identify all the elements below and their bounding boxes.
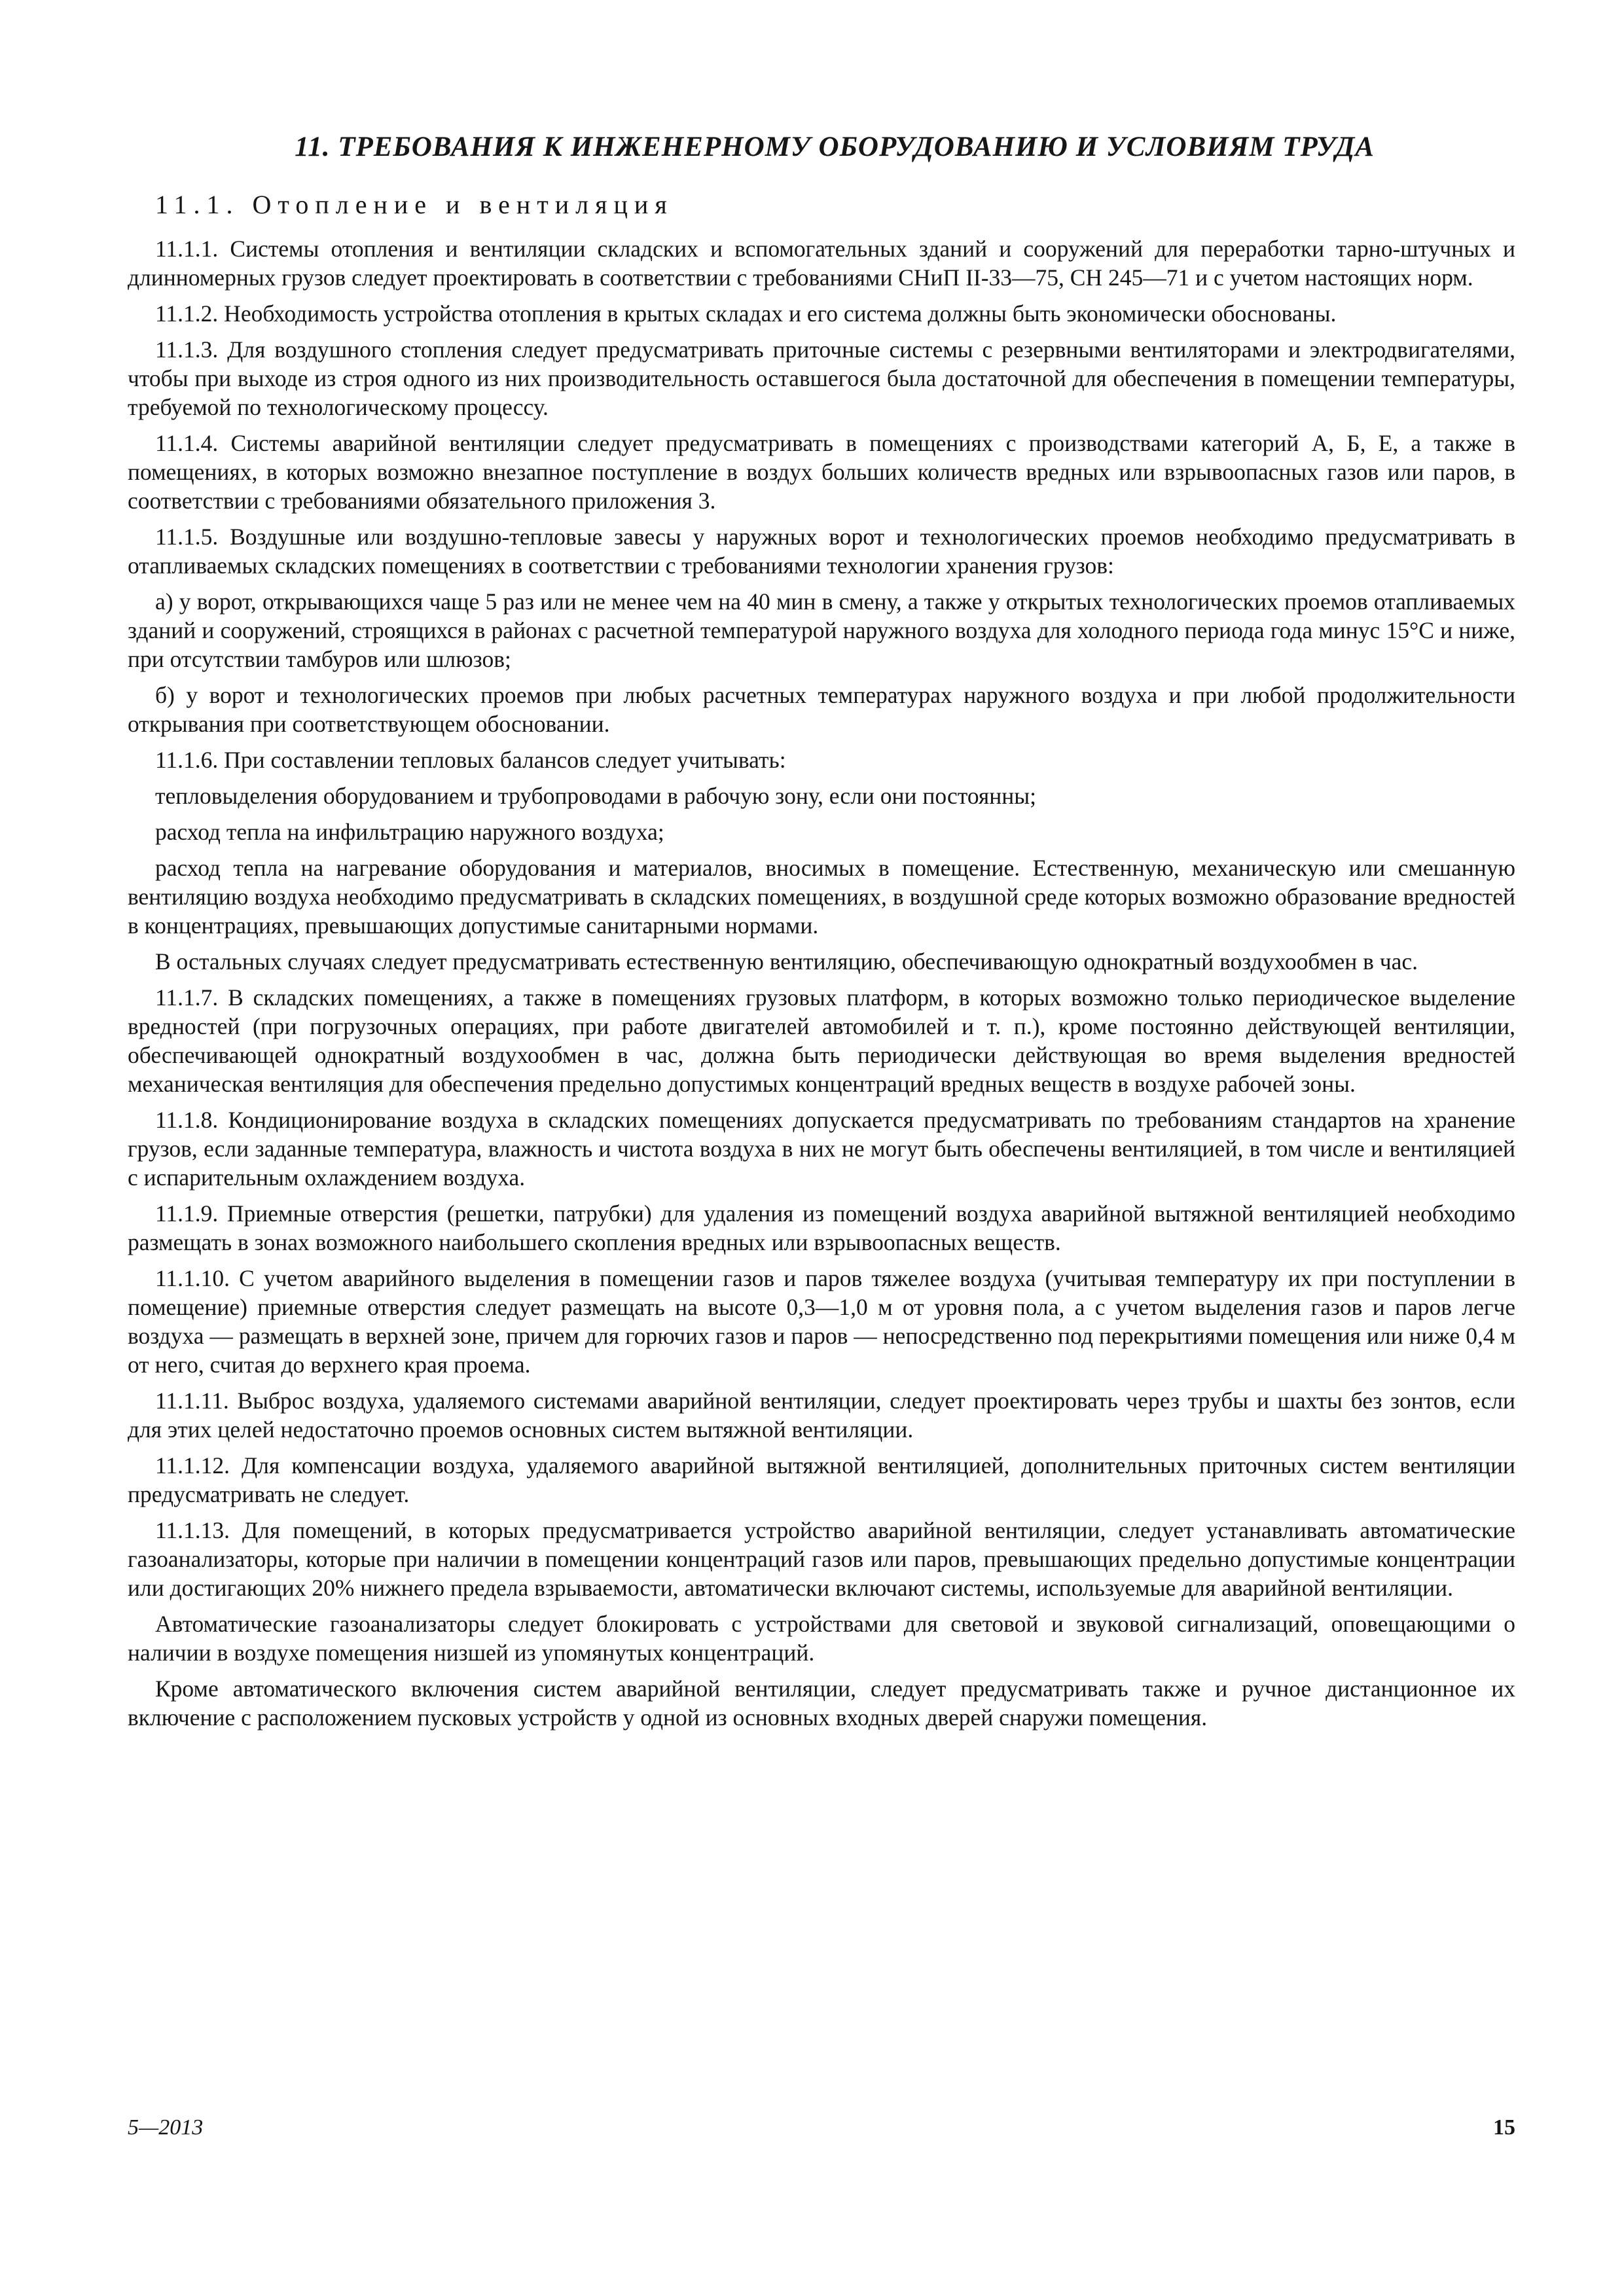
paragraph-11-1-8: 11.1.8. Кондиционирование воздуха в складских помещениях допускается предусматривать по требованиям стандартов на хранение грузов, если заданные температура, влажность и чистота воздуха в них не могут быть обеспечены вентиляцией, в том числе и вентиляцией с испарительным охлаждением воздуха. bbox=[128, 1107, 1515, 1191]
paragraph-manual-activation: Кроме автоматического включения систем аварийной вентиляции, следует предусматривать также и ручное дистанционное их включение с расположением пусковых устройств у одной из основных входных дверей снаружи помещения. bbox=[128, 1676, 1515, 1731]
paragraph-gas-analyzers: Автоматические газоанализаторы следует блокировать с устройствами для световой и звуковой сигнализаций, оповещающими о наличии в воздухе помещения низшей из упомянутых концентраций. bbox=[128, 1611, 1515, 1666]
paragraph-11-1-6-item-1: тепловыделения оборудованием и трубопроводами в рабочую зону, если они постоянны; bbox=[155, 783, 1036, 809]
chapter-title: 11. ТРЕБОВАНИЯ К ИНЖЕНЕРНОМУ ОБОРУДОВАНИЮ И УСЛОВИЯМ ТРУДА bbox=[295, 132, 1375, 162]
paragraph-11-1-6: 11.1.6. При составлении тепловых балансов следует учитывать: bbox=[155, 747, 786, 773]
paragraph-natural-ventilation: В остальных случаях следует предусматривать естественную вентиляцию, обеспечивающую однократный воздухообмен в час. bbox=[155, 948, 1418, 975]
paragraph-11-1-4: 11.1.4. Системы аварийной вентиляции следует предусматривать в помещениях с производствами категорий А, Б, Е, а также в помещениях, в которых возможно внезапное поступление в воздух больших количеств вредных или взрывоопасных газов или паров, в соответствии с требованиями обязательного приложения 3. bbox=[128, 430, 1515, 514]
paragraph-11-1-5-a: а) у ворот, открывающихся чаще 5 раз или не менее чем на 40 мин в смену, а также у открытых технологических проемов отапливаемых зданий и сооружений, строящихся в районах с расчетной температурой наружного воздуха для холодного периода года минус 15°С и ниже, при отсутствии тамбуров или шлюзов; bbox=[128, 588, 1515, 672]
paragraph-11-1-5-b: б) у ворот и технологических проемов при любых расчетных температурах наружного воздуха и при любой продолжительности открывания при соответствующем обосновании. bbox=[128, 682, 1515, 737]
paragraph-11-1-3: 11.1.3. Для воздушного стопления следует предусматривать приточные системы с резервными вентиляторами и электродвигателями, чтобы при выходе из строя одного из них производительность оставшегося была достаточной для обеспечения в помещении температуры, требуемой по технологическому процессу. bbox=[128, 336, 1515, 420]
paragraph-11-1-13: 11.1.13. Для помещений, в которых предусматривается устройство аварийной вентиляции, следует устанавливать автоматические газоанализаторы, которые при наличии в помещении концентраций газов или паров, превышающих предельно допустимые концентрации или достигающих 20% нижнего предела взрываемости, автоматически включают системы, используемые для аварийной вентиляции. bbox=[128, 1517, 1515, 1601]
paragraph-11-1-2: 11.1.2. Необходимость устройства отопления в крытых складах и его система должны быть экономически обоснованы. bbox=[155, 300, 1337, 327]
paragraph-11-1-12: 11.1.12. Для компенсации воздуха, удаляемого аварийной вытяжной вентиляцией, дополнительных приточных систем вентиляции предусматривать не следует. bbox=[128, 1452, 1515, 1507]
paragraph-11-1-7: 11.1.7. В складских помещениях, а также в помещениях грузовых платформ, в которых возможно только периодическое выделение вредностей (при погрузочных операциях, при работе двигателей автомобилей и т. п.), кроме постоянно действующей вентиляции, обеспечивающей однократный воздухообмен в час, должна быть периодически действующая во время выделения вредностей механическая вентиляция для обеспечения предельно допустимых концентраций вредных веществ в воздухе рабочей зоны. bbox=[128, 984, 1515, 1097]
document-page bbox=[128, 131, 1515, 1739]
section-heading: 11.1. Отопление и вентиляция bbox=[155, 190, 674, 219]
paragraph-11-1-11: 11.1.11. Выброс воздуха, удаляемого системами аварийной вентиляции, следует проектировать через трубы и шахты без зонтов, если для этих целей недостаточно проемов основных систем вытяжной вентиляции. bbox=[128, 1388, 1515, 1443]
paragraph-11-1-9: 11.1.9. Приемные отверстия (решетки, патрубки) для удаления из помещений воздуха аварийной вытяжной вентиляцией необходимо размещать в зонах возможного наибольшего скопления вредных или взрывоопасных веществ. bbox=[128, 1200, 1515, 1255]
paragraph-11-1-5: 11.1.5. Воздушные или воздушно-тепловые завесы у наружных ворот и технологических проемов необходимо предусматривать в отапливаемых складских помещениях в соответствии с требованиями технологии хранения грузов: bbox=[128, 524, 1515, 579]
paragraph-11-1-6-item-2: расход тепла на инфильтрацию наружного воздуха; bbox=[155, 819, 664, 845]
paragraph-11-1-6-item-3: расход тепла на нагревание оборудования и материалов, вносимых в помещение. Естественную, механическую или смешанную вентиляцию воздуха необходимо предусматривать в складских помещениях, в воздушной среде которых возможно образование вредностей в концентрациях, превышающих допустимые санитарными нормами. bbox=[128, 855, 1515, 939]
paragraph-11-1-10: 11.1.10. С учетом аварийного выделения в помещении газов и паров тяжелее воздуха (учитывая температуру их при поступлении в помещение) приемные отверстия следует размещать на высоте 0,3—1,0 м от уровня пола, а с учетом выделения газов и паров легче воздуха — размещать в верхней зоне, причем для горючих газов и паров — непосредственно под перекрытиями помещения или ниже 0,4 м от него, считая до верхнего края проема. bbox=[128, 1265, 1515, 1378]
paragraph-11-1-1: 11.1.1. Системы отопления и вентиляции складских и вспомогательных зданий и сооружений для переработки тарно-штучных и длинномерных грузов следует проектировать в соответствии с требованиями СНиП II-33—75, СН 245—71 и с учетом настоящих норм. bbox=[128, 236, 1515, 291]
page-number: 15 bbox=[1493, 2115, 1515, 2140]
footer-print-mark: 5—2013 bbox=[128, 2115, 204, 2140]
